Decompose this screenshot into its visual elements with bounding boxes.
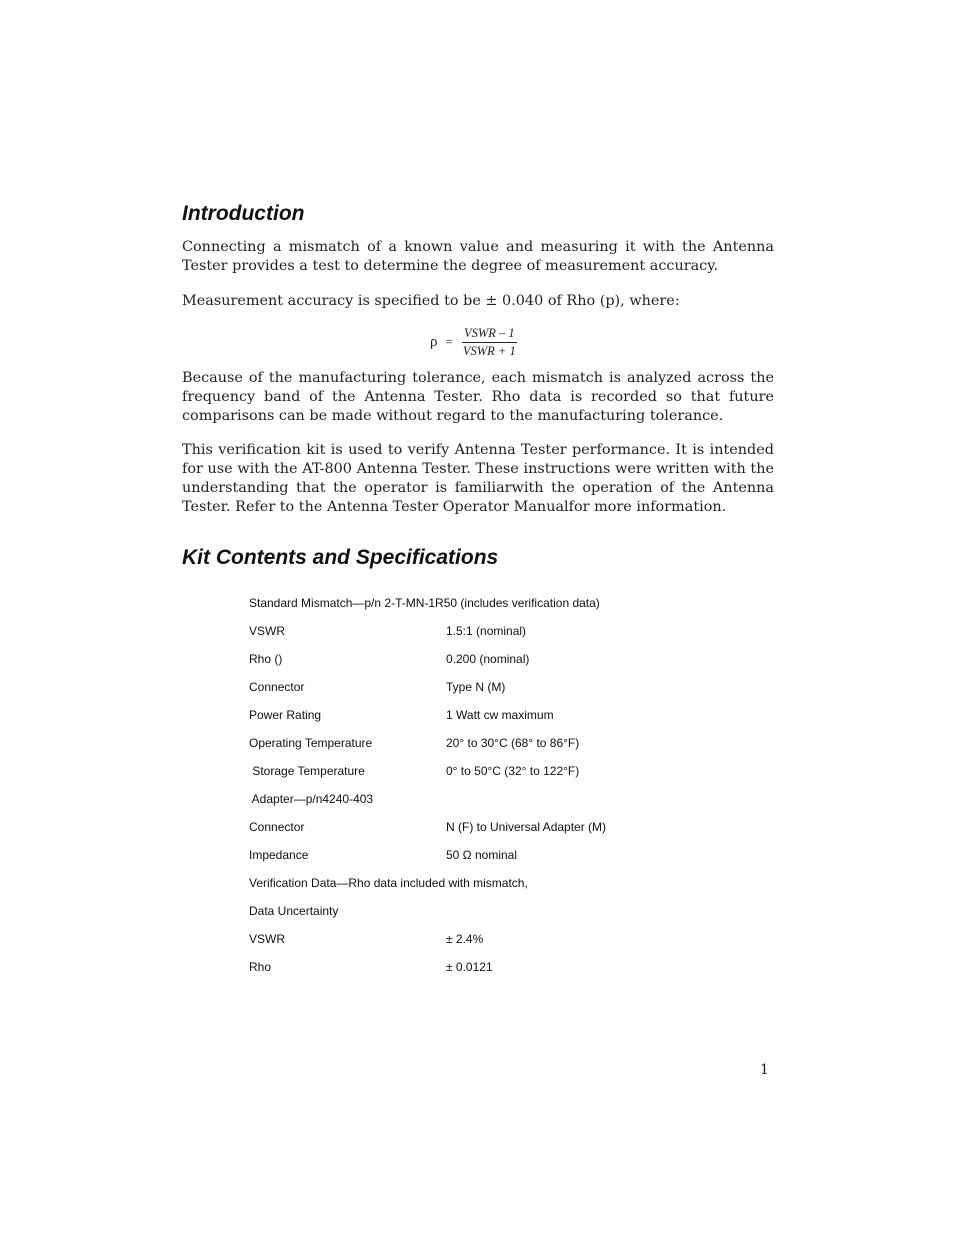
spec-label: Connector: [249, 820, 305, 834]
spec-label: Impedance: [249, 848, 309, 862]
spec-row: [249, 925, 606, 953]
spec-row: [249, 589, 606, 617]
spec-value: 20° to 30°C (68° to 86°F): [446, 736, 580, 750]
spec-row: [249, 617, 606, 645]
equals-sign: =: [445, 334, 453, 349]
spec-row: [249, 897, 606, 925]
spec-row: [249, 729, 606, 757]
spec-value: ± 0.0121: [446, 960, 493, 974]
spec-row: [249, 841, 606, 869]
intro-paragraph-3: Because of the manufacturing tolerance, each mismatch is analyzed across the frequency band of the Antenna Tester. Rho data is recorded so that future comparisons can be made without regard to the manufacturing tolerance.: [182, 370, 774, 424]
formula-fraction: [461, 326, 518, 359]
spec-label: Standard Mismatch—p/n 2-T-MN-1R50 (includes verification data): [249, 596, 600, 610]
spec-row: [249, 673, 606, 701]
spec-value: 0° to 50°C (32° to 122°F): [446, 764, 580, 778]
spec-row: [249, 701, 606, 729]
spec-label: Rho (): [249, 652, 283, 666]
intro-paragraph-1: Connecting a mismatch of a known value and measuring it with the Antenna Tester provides a test to determine the degree of measurement accuracy.: [182, 239, 774, 274]
spec-label: Connector: [249, 680, 305, 694]
spec-label: Rho: [249, 960, 272, 974]
spec-label: Power Rating: [249, 708, 322, 722]
spec-value: 50 Ω nominal: [446, 848, 518, 862]
spec-table: [249, 589, 606, 981]
spec-label: Data Uncertainty: [249, 904, 339, 918]
spec-row: [249, 813, 606, 841]
spec-value: Type N (M): [446, 680, 506, 694]
introduction-heading: Introduction: [182, 202, 305, 225]
rho-formula: [430, 326, 518, 358]
spec-value: 1 Watt cw maximum: [446, 708, 554, 722]
spec-label: Storage Temperature: [249, 764, 365, 778]
intro-paragraph-2: Measurement accuracy is specified to be ± 0.040 of Rho (p), where:: [182, 293, 680, 309]
spec-row: [249, 953, 606, 981]
rho-symbol: ρ: [430, 333, 438, 350]
spec-value: 0.200 (nominal): [446, 652, 530, 666]
spec-row: [249, 645, 606, 673]
spec-value: ± 2.4%: [446, 932, 484, 946]
spec-value: N (F) to Universal Adapter (M): [446, 820, 607, 834]
spec-label: Adapter—p/n4240-403: [249, 792, 374, 806]
spec-value: 1.5:1 (nominal): [446, 624, 527, 638]
spec-label: Verification Data—Rho data included with mismatch,: [249, 876, 528, 890]
spec-label: VSWR: [249, 624, 285, 638]
kit-contents-heading: Kit Contents and Specifications: [182, 546, 499, 569]
page-number: 1: [760, 1062, 769, 1078]
formula-numerator: VSWR – 1: [462, 326, 517, 343]
spec-row: [249, 869, 606, 897]
formula-denominator: VSWR + 1: [462, 343, 516, 358]
intro-paragraph-4: This verification kit is used to verify Antenna Tester performance. It is intended for use with the AT-800 Antenna Tester. These instructions were written with the understanding that the operator is familiarwith the operation of the Antenna Tester. Refer to the Antenna Tester Operator Manualfor more information.: [182, 442, 774, 515]
spec-label: VSWR: [249, 932, 285, 946]
spec-row: [249, 785, 606, 813]
spec-row: [249, 757, 606, 785]
spec-label: Operating Temperature: [249, 736, 373, 750]
